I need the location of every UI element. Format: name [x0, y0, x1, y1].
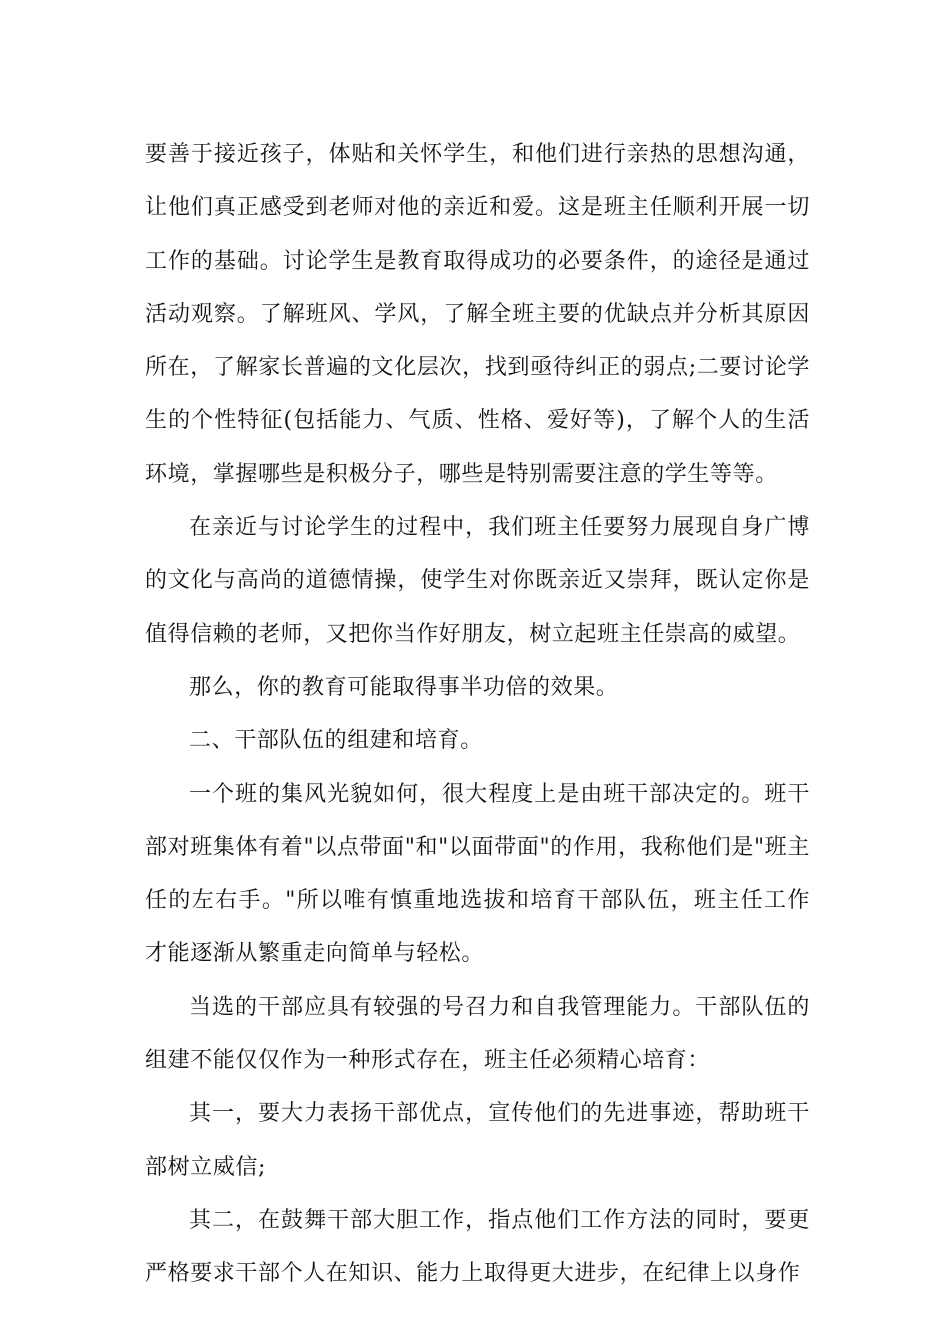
paragraph-5: 当选的干部应具有较强的号召力和自我管理能力。干部队伍的组建不能仅仅作为一种形式存在，班主任必须精心培育： [145, 994, 810, 1074]
paragraph-2: 在亲近与讨论学生的过程中，我们班主任要努力展现自身广博的文化与高尚的道德情操，使学生对你既亲近又崇拜，既认定你是值得信赖的老师，又把你当作好朋友，树立起班主任崇高的威望。 [145, 515, 810, 647]
paragraph-6: 其一，要大力表扬干部优点，宣传他们的先进事迹，帮助班干部树立威信; [145, 1101, 810, 1180]
paragraph-4: 一个班的集风光貌如何，很大程度上是由班干部决定的。班干部对班集体有着"以点带面"和"以面带面"的作用，我称他们是"班主任的左右手。"所以唯有慎重地选拔和培育干部队伍，班主任工作才能逐渐从繁重走向简单与轻松。 [145, 781, 810, 967]
paragraph-7: 其二，在鼓舞干部大胆工作，指点他们工作方法的同时，要更严格要求干部个人在知识、能力上取得更大进步，在纪律上以身作 [145, 1207, 810, 1287]
paragraph-1: 要善于接近孩子，体贴和关怀学生，和他们进行亲热的思想沟通，让他们真正感受到老师对他的亲近和爱。这是班主任顺利开展一切工作的基础。讨论学生是教育取得成功的必要条件，的途径是通过活动观察。了解班风、学风，了解全班主要的优缺点并分析其原因所在，了解家长普遍的文化层次，找到亟待纠正的弱点;二要讨论学生的个性特征(包括能力、气质、性格、爱好等)，了解个人的生活环境，掌握哪些是积极分子，哪些是特别需要注意的学生等等。 [145, 142, 810, 487]
section-heading: 二、干部队伍的组建和培育。 [189, 728, 483, 754]
document-body [145, 128, 810, 1301]
paragraph-3: 那么，你的教育可能取得事半功倍的效果。 [189, 674, 619, 700]
